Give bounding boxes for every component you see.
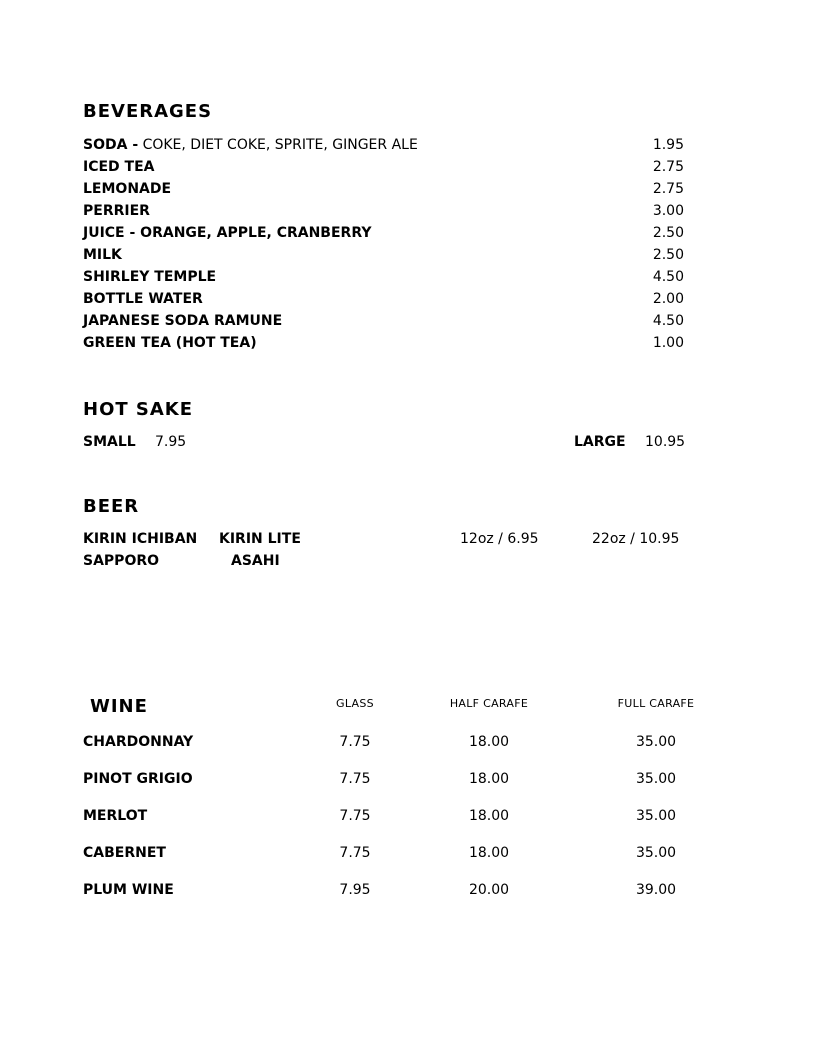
wine-glass-price: 7.75	[339, 734, 371, 750]
list-item	[83, 332, 687, 354]
wine-column-half-carafe: HALF CARAFE	[449, 697, 529, 710]
list-item	[83, 178, 687, 200]
item-name: SHIRLEY TEMPLE	[83, 269, 217, 285]
item-name: BOTTLE WATER	[83, 291, 203, 307]
item-price: 3.00	[652, 203, 684, 219]
wine-name: CABERNET	[83, 845, 166, 861]
item-price: 1.95	[652, 137, 684, 153]
item-name: ICED TEA	[83, 159, 155, 175]
wine-name: PINOT GRIGIO	[83, 771, 193, 787]
wine-name: PLUM WINE	[83, 882, 174, 898]
hot-sake-heading: HOT SAKE	[83, 399, 194, 420]
wine-glass-price: 7.75	[339, 845, 371, 861]
wine-half-price: 20.00	[468, 882, 510, 898]
sake-large-label: LARGE	[574, 434, 626, 450]
beer-brand: KIRIN ICHIBAN	[83, 531, 198, 547]
item-name: PERRIER	[83, 203, 150, 219]
list-item	[83, 200, 687, 222]
wine-full-price: 35.00	[635, 734, 677, 750]
wine-full-price: 39.00	[635, 882, 677, 898]
item-name: SODA - COKE, DIET COKE, SPRITE, GINGER ALE	[83, 137, 418, 153]
item-price: 2.50	[652, 225, 684, 241]
item-name: JAPANESE SODA RAMUNE	[83, 313, 283, 329]
wine-full-price: 35.00	[635, 771, 677, 787]
list-item	[83, 222, 687, 244]
wine-full-price: 35.00	[635, 808, 677, 824]
list-item	[83, 244, 687, 266]
list-item	[83, 266, 687, 288]
wine-column-full-carafe: FULL CARAFE	[617, 697, 695, 710]
beer-heading: BEER	[83, 496, 140, 517]
item-price: 4.50	[652, 269, 684, 285]
item-price: 2.50	[652, 247, 684, 263]
wine-half-price: 18.00	[468, 771, 510, 787]
beverages-heading: BEVERAGES	[83, 101, 213, 122]
item-name: LEMONADE	[83, 181, 172, 197]
wine-glass-price: 7.75	[339, 771, 371, 787]
wine-glass-price: 7.75	[339, 808, 371, 824]
wine-half-price: 18.00	[468, 808, 510, 824]
wine-heading: WINE	[90, 696, 148, 717]
beverages-list	[83, 134, 687, 354]
sake-large-price: 10.95	[645, 434, 686, 450]
beer-price-12oz: 12oz / 6.95	[460, 531, 539, 547]
wine-name: MERLOT	[83, 808, 148, 824]
item-name: GREEN TEA (HOT TEA)	[83, 335, 257, 351]
item-name: JUICE - ORANGE, APPLE, CRANBERRY	[83, 225, 372, 241]
wine-half-price: 18.00	[468, 734, 510, 750]
item-price: 1.00	[652, 335, 684, 351]
sake-small-price: 7.95	[155, 434, 187, 450]
item-name: MILK	[83, 247, 122, 263]
beer-brand: KIRIN LITE	[219, 531, 301, 547]
beer-brand: SAPPORO	[83, 553, 160, 569]
item-price: 2.75	[652, 159, 684, 175]
beer-price-22oz: 22oz / 10.95	[592, 531, 680, 547]
wine-full-price: 35.00	[635, 845, 677, 861]
item-price: 4.50	[652, 313, 684, 329]
wine-name: CHARDONNAY	[83, 734, 194, 750]
item-price: 2.75	[652, 181, 684, 197]
wine-glass-price: 7.95	[339, 882, 371, 898]
list-item	[83, 134, 687, 156]
beer-brand: ASAHI	[231, 553, 280, 569]
list-item	[83, 288, 687, 310]
item-description: COKE, DIET COKE, SPRITE, GINGER ALE	[138, 137, 418, 153]
wine-column-glass: GLASS	[336, 697, 374, 710]
item-price: 2.00	[652, 291, 684, 307]
sake-small-label: SMALL	[83, 434, 136, 450]
list-item	[83, 156, 687, 178]
list-item	[83, 310, 687, 332]
wine-half-price: 18.00	[468, 845, 510, 861]
